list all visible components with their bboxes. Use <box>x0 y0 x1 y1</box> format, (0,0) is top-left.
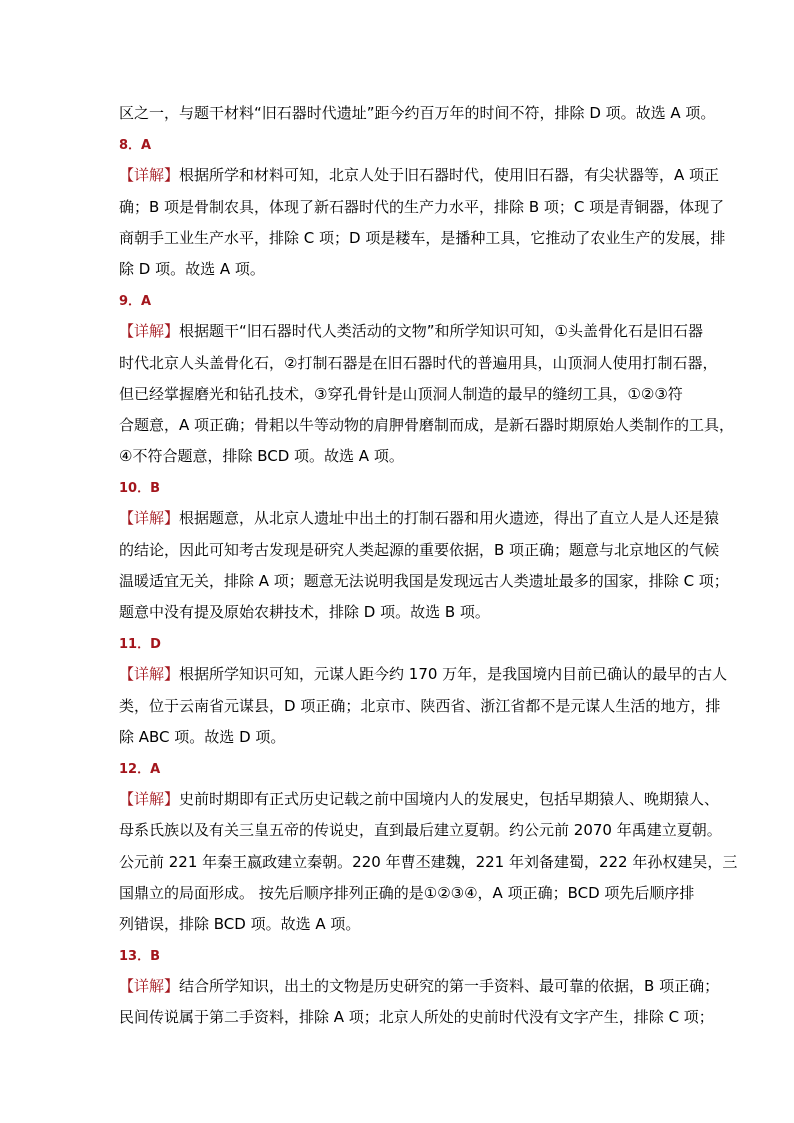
line-text: 列错误，排除 BCD 项。故选 A 项。 <box>119 914 361 933</box>
paragraph-line <box>119 98 716 129</box>
line-text: 根据题意，从北京人遗址中出土的打制石器和用火遗迹，得出了直立人是人还是猿 <box>179 509 720 528</box>
line-text: 合题意，A 项正确；骨耜以牛等动物的肩胛骨磨制而成，是新石器时期原始人类制作的工具， <box>119 415 735 434</box>
explanation-tag: 【详解】 <box>119 166 180 185</box>
line-text: 公元前 221 年秦王嬴政建立秦朝。220 年曹丕建魏，221 年刘备建蜀，222 年孙权建吴，三 <box>119 852 738 871</box>
paragraph-line <box>119 566 729 597</box>
answer-key: 13．B <box>119 949 160 965</box>
answer-key: 10．B <box>119 481 160 497</box>
line-text: ④不符合题意，排除 BCD 项。故选 A 项。 <box>119 447 404 466</box>
paragraph-line <box>119 503 720 534</box>
paragraph-line <box>119 784 720 815</box>
paragraph-line <box>119 878 695 909</box>
line-text: 确；B 项是骨制农具，体现了新石器时代的生产力水平，排除 B 项；C 项是青铜器，体现了 <box>119 197 725 216</box>
line-text: 根据所学和材料可知，北京人处于旧石器时代，使用旧石器，有尖状器等，A 项正 <box>179 166 720 185</box>
paragraph-line <box>119 223 726 254</box>
line-text: 结合所学知识，出土的文物是历史研究的第一手资料、最可靠的依据，B 项正确； <box>179 977 720 996</box>
paragraph-line <box>119 691 721 722</box>
paragraph-line <box>119 1002 714 1033</box>
line-text: 温暖适宜无关，排除 A 项；题意无法说明我国是发现远古人类遗址最多的国家，排除 C 项； <box>119 571 729 590</box>
paragraph-line <box>119 909 689 940</box>
line-text: 商朝手工业生产水平，排除 C 项；D 项是耧车，是播种工具，它推动了农业生产的发展，排 <box>119 228 726 247</box>
line-text: 根据所学知识可知，元谋人距今约 170 万年，是我国境内目前已确认的最早的古人 <box>179 665 728 684</box>
explanation-tag: 【详解】 <box>119 977 180 996</box>
line-text: 的结论，因此可知考古发现是研究人类起源的重要依据，B 项正确；题意与北京地区的气候 <box>119 540 720 559</box>
answer-number <box>119 628 689 659</box>
paragraph-line <box>119 316 704 347</box>
document-page <box>119 98 738 1034</box>
paragraph-line <box>119 535 720 566</box>
explanation-tag: 【详解】 <box>119 322 180 341</box>
paragraph-line <box>119 597 689 628</box>
answer-number <box>119 472 689 503</box>
paragraph-line <box>119 847 738 878</box>
paragraph-line <box>119 348 718 379</box>
line-text: 类，位于云南省元谋县，D 项正确；北京市、陕西省、浙江省都不是元谋人生活的地方，排 <box>119 696 721 715</box>
answer-key: 12．A <box>119 761 161 777</box>
line-text: 根据题干“旧石器时代人类活动的文物”和所学知识可知，①头盖骨化石是旧石器 <box>179 322 704 341</box>
explanation-tag: 【详解】 <box>119 665 180 684</box>
answer-number <box>119 753 689 784</box>
line-text: 民间传说属于第二手资料，排除 A 项；北京人所处的史前时代没有文字产生，排除 C 项； <box>119 1008 714 1027</box>
line-text: 除 D 项。故选 A 项。 <box>119 259 265 278</box>
answer-key: 11．D <box>119 637 161 653</box>
line-text: 题意中没有提及原始农耕技术，排除 D 项。故选 B 项。 <box>119 603 490 621</box>
answer-number <box>119 285 689 316</box>
line-text: 时代北京人头盖骨化石，②打制石器是在旧石器时代的普遍用具，山顶洞人使用打制石器， <box>119 353 718 372</box>
line-text: 除 ABC 项。故选 D 项。 <box>119 727 286 746</box>
paragraph-line <box>119 254 689 285</box>
answer-key: 9．A <box>119 294 152 310</box>
explanation-tag: 【详解】 <box>119 509 180 528</box>
paragraph-line <box>119 815 722 846</box>
line-text: 区之一，与题干材料“旧石器时代遗址”距今约百万年的时间不符，排除 D 项。故选 A 项。 <box>119 104 716 122</box>
paragraph-line <box>119 659 728 690</box>
paragraph-line <box>119 441 689 472</box>
paragraph-line <box>119 971 720 1002</box>
paragraph-line <box>119 160 720 191</box>
answer-number <box>119 129 689 160</box>
explanation-tag: 【详解】 <box>119 790 180 809</box>
paragraph-line <box>119 379 689 410</box>
paragraph-line <box>119 722 689 753</box>
line-text: 但已经掌握磨光和钻孔技术，③穿孔骨针是山顶洞人制造的最早的缝纫工具，①②③符 <box>119 384 683 403</box>
line-text: 国鼎立的局面形成。 按先后顺序排列正确的是①②③④，A 项正确；BCD 项先后顺序排 <box>119 883 695 902</box>
paragraph-line <box>119 410 735 441</box>
answer-number <box>119 940 689 971</box>
answer-key: 8．A <box>119 138 152 154</box>
paragraph-line <box>119 192 725 223</box>
line-text: 史前时期即有正式历史记载之前中国境内人的发展史，包括早期猿人、晚期猿人、 <box>179 790 720 809</box>
line-text: 母系氏族以及有关三皇五帝的传说史，直到最后建立夏朝。约公元前 2070 年禹建立夏朝。 <box>119 821 722 840</box>
